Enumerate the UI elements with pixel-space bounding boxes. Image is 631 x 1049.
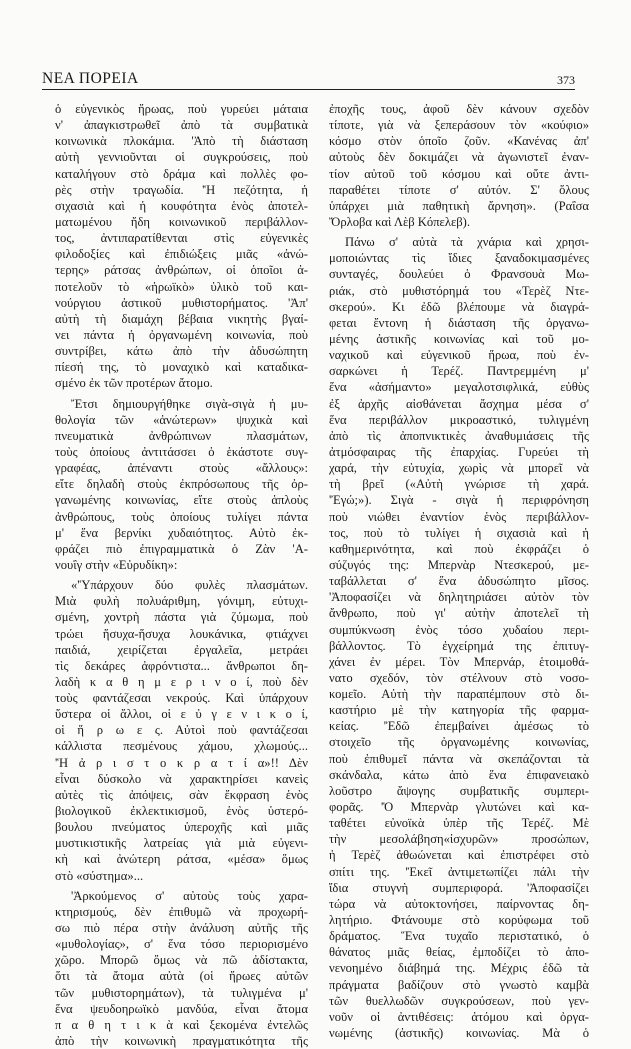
- text-line: ποὺ νιώθει ἐναντίον ἑνὸς περιβάλλον-: [329, 509, 589, 524]
- text-line: 'Ἀποφασίζει νὰ δηλητηριάσει αὐτὸν τὸν: [329, 590, 589, 605]
- text-line: σω πιὸ πέρα στὴν ἀνάλυση αὐτῆς τῆς: [55, 921, 308, 936]
- text-line: νωμένης (ἀστικῆς) κοινωνίας. Μὰ ὁ: [329, 1026, 589, 1041]
- text-line: στὸ «σύστημα»...: [55, 868, 144, 883]
- text-line: αὐτὲς τὶς ἀπόψεις, σὰν ἔκφραση ἑνὸς: [55, 787, 308, 802]
- running-header: [42, 68, 575, 88]
- paragraph: [55, 101, 308, 392]
- paragraph: [329, 234, 589, 1041]
- text-line: βιολογικοῦ ἐκλεκτικισμοῦ, ἑνὸς ὑστερό-: [55, 804, 308, 819]
- text-line: εἶναι δύσκολο νὰ χαρακτηρίσει κανεὶς: [55, 771, 308, 786]
- page-number: 373: [557, 73, 575, 87]
- text-line: θολογία τῶν «ἀνώτερων» ψυχικὰ καὶ: [55, 412, 308, 427]
- journal-title: ΝΕΑ ΠΟΡΕΙΑ: [42, 70, 139, 87]
- text-line: νούργιου ἀστικοῦ μυθιστορήματος. 'Ἀπ': [55, 295, 308, 310]
- text-line: λοῦστρο ἄψογης συμβατικῆς συμπερι-: [329, 783, 589, 798]
- text-line: σμένη, χοντρὴ πάστα γιὰ ζύμωμα, ποὺ: [55, 610, 308, 625]
- text-line: Μιὰ φυλὴ πολυάριθμη, γόνιμη, εὐτυχι-: [55, 594, 308, 609]
- text-line: φεται ἔντονη ἡ διάσταση τῆς ὀργανω-: [329, 315, 589, 330]
- text-line: ἐποχῆς τους, ἀφοῦ δὲν κάνουν σχεδὸν: [329, 102, 589, 116]
- text-line: κτηρισμούς, δὲν ἐπιθυμῶ νὰ προχωρή-: [55, 904, 308, 919]
- text-line: τῶν μυθιστορημάτων), τὰ τυλιγμένα μ': [55, 985, 308, 1000]
- text-line: ν' ἀπαγκιστρωθεῖ ἀπὸ τὰ συμβατικὰ: [55, 118, 308, 133]
- text-line: θάνατος μιᾶς θείας, ἐμποδίζει τὸ ἀπο-: [329, 945, 589, 960]
- text-line: ριάκ, στὸ μυθιστόρημά του «Τερὲζ Ντε-: [329, 283, 589, 298]
- text-line: βάλλοντος. Τὸ ἐγχείρημά της ἐπιτυγ-: [329, 638, 589, 653]
- text-line: συμπύκνωση ἑνὸς τόσο χυδαίου περι-: [329, 622, 589, 637]
- text-line: λαδὴ κ α θ η μ ε ρ ι ν ο ί, ποὺ δὲν: [55, 674, 308, 689]
- text-line: γραφέας, ἀπέναντι στοὺς «ἄλλους»:: [55, 461, 308, 476]
- text-line: γανωμένης κοινωνίας, εἴτε στοὺς ἁπλοὺς: [55, 493, 308, 508]
- text-line: κοινωνικὰ πλοκάμια. 'Ἀπὸ τὴ διάσταση: [55, 134, 308, 149]
- text-line: οἱ ἥ ρ ω ε ς. Αὐτοὶ ποὺ φαντάζεσαι: [55, 723, 308, 738]
- text-line: 'Ἡ ἀ ρ ι σ τ ο κ ρ α τ ί α»!! Δὲν: [55, 755, 308, 770]
- text-line: κάλλιστα πεσμένους χάμου, χλωμούς...: [55, 739, 308, 754]
- text-line: νενοημένο διάβημά της. Μέχρις ἐδῶ τὰ: [329, 961, 589, 976]
- text-line: τερης» ράτσας ἀνθρώπων, οἱ ὁποῖοι ἀ-: [55, 263, 308, 278]
- text-line: εἴτε δηλαδὴ στοὺς ἐκπρόσωπους τῆς ὀρ-: [55, 477, 308, 492]
- header-rule: [42, 89, 575, 90]
- text-line: «μυθολογίας», σ' ἕνα τόσο περιορισμένο: [55, 937, 308, 952]
- text-line: ἕνα ψευδοηρωϊκὸ μανδύα, εἶναι ἄτομα: [55, 1001, 308, 1016]
- text-line: ματωμένου ἤδη κοινωνικοῦ περιβάλλον-: [55, 214, 308, 229]
- text-line: συνταγές, δουλεύει ὁ Φρανσουὰ Μω-: [329, 267, 589, 282]
- text-line: σμένο ἐκ τῶν προτέρων ἄτομο.: [55, 376, 213, 391]
- text-line: νατο σχεδόν, τὸν στέλνουν στὸ νοσο-: [329, 670, 589, 685]
- text-line: στοιχεῖο τῆς ὀργανωμένης κοινωνίας,: [329, 735, 589, 750]
- text-line: ἡ Τερὲζ ἀθωώνεται καὶ ἐπιστρέφει στὸ: [329, 848, 589, 863]
- text-line: παραθέτει τίποτε σ' αὐτόν. Σ' ὅλους: [329, 182, 589, 197]
- text-line: ποτελοῦν τὸ «ἡρωϊκὸ» ὑλικὸ τοῦ και-: [55, 279, 308, 294]
- text-line: τὶς δεκάρες ἀφρόντιστα... ἄνθρωποι δη-: [55, 658, 308, 673]
- text-line: κομεῖο. Αὐτὴ τὴν παραπέμπουν στὸ δι-: [329, 687, 589, 702]
- text-line: χάνει ἐν μέρει. Τὸν Μπερνάρ, ἑτοιμοθά-: [329, 654, 589, 669]
- text-line: μένης ἀστικῆς κοινωνίας καὶ τοῦ μο-: [329, 331, 589, 346]
- text-line: αὐτοὺς δὲν δοκιμάζει νὰ ἀγωνιστεῖ ἐναν-: [329, 150, 589, 165]
- text-line: πνευματικὰ ἀνθρώπινων πλασμάτων,: [55, 428, 308, 443]
- text-line: τίποτε, γιὰ νὰ ξεπεράσουν τὸν «κούφιο»: [329, 118, 589, 133]
- text-line: ἄνθρωπο, ποὺ γι' αὐτὴν ἀποτελεῖ τὴ: [329, 606, 589, 621]
- text-line: σαρκώνει ἡ Τερέζ. Παντρεμμένη μ': [329, 364, 589, 379]
- left-column: [55, 101, 308, 1049]
- text-line: τὴ βρεῖ («Αὐτὴ γνώρισε τὴ χαρά.: [329, 477, 589, 492]
- text-line: σπίτι της. 'Ἐκεῖ ἀντιμετωπίζει πάλι τὴν: [329, 864, 589, 879]
- text-line: ἕνα περιβάλλον μικροαστικό, τυλιγμένη: [329, 412, 589, 427]
- text-line: ἀτμόσφαιρας τῆς ἐπαρχίας. Γυρεύει τὴ: [329, 444, 589, 459]
- text-line: ναχικοῦ καὶ εὐγενικοῦ ἥρωα, ποὺ ἐν-: [329, 348, 589, 363]
- text-line: νουΐγ στὴν «Εὐρυδίκη»:: [55, 557, 178, 572]
- text-line: «'Ὑπάρχουν δύο φυλὲς πλασμάτων.: [71, 578, 308, 593]
- text-line: ἀπὸ τὴν κοινωνικὴ πραγματικότητα τῆς: [55, 1034, 308, 1049]
- text-line: ἐξ ἀρχῆς αἰσθάνεται ἄσχημα μέσα σ': [329, 396, 589, 411]
- text-line: τοὺς φαντάζεσαι νεκρούς. Καὶ ὑπάρχουν: [55, 691, 308, 706]
- text-line: Πάνω σ' αὐτὰ τὰ χνάρια καὶ χρησι-: [345, 235, 589, 250]
- text-line: πίεσή της, τὸ μοναχικὸ καὶ καταδικα-: [55, 360, 308, 375]
- paragraph: [55, 396, 308, 574]
- text-line: ἴδια στυγνὴ συμπεριφορά. 'Ἀποφασίζει: [329, 880, 589, 895]
- text-line: αὐτὴ γεννιοῦνται οἱ συγκρούσεις, ποὺ: [55, 150, 308, 165]
- text-line: κόσμο στὸν ὁποῖο ζοῦν. «Κανένας ἀπ': [329, 134, 589, 149]
- text-line: παιδιά, χειρίζεται ἐργαλεῖα, μετράει: [55, 642, 308, 657]
- text-line: κὴ καὶ ἀνώτερη ράτσα, «μέσα» ὅμως: [55, 852, 308, 867]
- text-line: αὐτὴ τὴ διαμάχη βέβαια νικητὴς βγαί-: [55, 311, 308, 326]
- paragraph: [55, 577, 308, 884]
- text-line: τος, ποὺ τὸ τυλίγει ἡ σιχασιὰ καὶ ἡ: [329, 525, 589, 540]
- text-line: ὑπάρχει μιὰ παθητικὴ ἄρνηση». (Ραΐσα: [329, 198, 589, 213]
- text-line: ὕστερα οἱ ἄλλοι, οἱ ε ὐ γ ε ν ι κ ο ί,: [55, 707, 308, 722]
- text-line: σκάνδαλα, κάτω ἀπὸ ἕνα ἐπιφανειακὸ: [329, 767, 589, 782]
- text-line: καταλήγουν στὸ δράμα καὶ πολλὲς φο-: [55, 166, 308, 181]
- right-column: [329, 101, 589, 1041]
- text-line: τίον αὐτοῦ τοῦ κόσμου καὶ οὔτε ἀντι-: [329, 166, 589, 181]
- text-line: ἀνθρώπους, τοὺς ὁποίους τυλίγει πάντα: [55, 509, 308, 524]
- text-line: ἕνα «ἀσήμαντο» μεγαλοτσιφλικά, εὐθὺς: [329, 380, 589, 395]
- text-line: ὅτι τὰ ἄτομα αὐτὰ (οἱ ἥρωες αὐτῶν: [55, 969, 308, 984]
- text-line: π α θ η τ ι κ ὰ καὶ ξεκομένα ἐντελῶς: [55, 1017, 308, 1032]
- text-line: Ὄρλοβα καὶ Λὲβ Κόπελεβ).: [329, 214, 470, 229]
- text-line: ἀπὸ τὶς ἀποπνικτικὲς ἀναθυμιάσεις τῆς: [329, 428, 589, 443]
- text-line: τὴν μεσολάβηση«ἰσχυρῶν» προσώπων,: [329, 832, 589, 847]
- text-line: καθημερινότητα, καὶ ποὺ ἐκφράζει ὁ: [329, 541, 589, 556]
- text-line: μ' ἕνα βερνίκι χυδαιότητος. Αὐτὸ ἐκ-: [55, 525, 308, 540]
- text-line: τος, ἀντιπαρατίθενται στὶς εὐγενικὲς: [55, 231, 308, 246]
- text-line: ποὺ ἐπιθυμεῖ πάντα νὰ σκεπάζονται τὰ: [329, 751, 589, 766]
- text-line: ὁ εὐγενικὸς ἥρωας, ποὺ γυρεύει μάταια: [55, 102, 308, 116]
- text-line: δράματος. Ἕνα τυχαῖο περιστατικό, ὁ: [329, 929, 589, 944]
- text-line: μοποιώντας τὶς ἴδιες ξαναδοκιμασμένες: [329, 251, 589, 266]
- text-line: νει πάντα ἡ ὀργανωμένη κοινωνία, ποὺ: [55, 327, 308, 342]
- text-line: τῶν θυελλωδῶν συγκρούσεων, ποὺ γεν-: [329, 993, 589, 1008]
- paragraph: [329, 101, 589, 230]
- text-line: λητήριο. Φτάνουμε στὸ κορύφωμα τοῦ: [329, 913, 589, 928]
- text-line: 'Ἐγώ;»). Σιγὰ - σιγὰ ἡ περιφρόνηση: [329, 493, 589, 508]
- text-line: Ἔτσι δημιουργήθηκε σιγὰ-σιγὰ ἡ μυ-: [71, 396, 308, 411]
- text-line: ταθέτει εὐνοϊκὰ ὑπὲρ τῆς Τερέζ. Μὲ: [329, 816, 589, 831]
- text-line: μυστικιστικῆς λατρείας γιὰ μιὰ εὐγενι-: [55, 836, 308, 851]
- text-line: φορᾶς. 'Ὁ Μπερνὰρ γλυτώνει καὶ κα-: [329, 800, 589, 815]
- text-line: φράζει πιὸ ἐπιγραμματικὰ ὁ Ζὰν 'Α-: [55, 541, 308, 556]
- text-line: κείας. 'Ἐδῶ ἐπεμβαίνει ἀμέσως τὸ: [329, 719, 589, 734]
- text-line: τρώει ἥσυχα-ἥσυχα λουκάνικα, φτιάχνει: [55, 626, 308, 641]
- text-line: τοὺς ὁποίους ἀντιτάσσει ὁ ἑκάστοτε συγ-: [55, 444, 308, 459]
- text-line: βουλου πνεύματος ὑπεροχῆς καὶ μιᾶς: [55, 820, 308, 835]
- text-line: 'Ἀρκούμενος σ' αὐτοὺς τοὺς χαρα-: [71, 888, 308, 903]
- text-line: σύζυγός της: Μπερνὰρ Ντεσκερού, με-: [329, 557, 589, 572]
- text-line: σκερού». Κι ἐδῶ βλέπουμε νὰ διαγρά-: [329, 299, 589, 314]
- text-line: τώρα νὰ αὐτοκτονήσει, παίρνοντας δη-: [329, 896, 589, 911]
- text-line: φιλοδοξίες καὶ ἐπιδιώξεις μιᾶς «ἀνώ-: [55, 247, 308, 262]
- text-line: σιχασιὰ καὶ ἡ κουφότητα ἑνὸς ἀποτελ-: [55, 198, 308, 213]
- text-line: ταβάλλεται σ' ἕνα ἀδυσώπητο μῖσος.: [329, 574, 589, 589]
- text-line: χῶρο. Μπορῶ ὅμως νὰ πῶ ἀδίστακτα,: [55, 953, 308, 968]
- text-line: χαρά, τὴν εὐτυχία, χωρὶς νὰ μπορεῖ νὰ: [329, 461, 589, 476]
- text-line: συντρίβει, κάτω ἀπὸ τὴν ἀδυσώπητη: [55, 344, 308, 359]
- text-line: ρὲς στὴν τραγωδία. 'Ἡ πεζότητα, ἡ: [55, 182, 308, 197]
- text-line: νοῦν οἱ ἀντιθέσεις: ἀτόμου καὶ ὀργα-: [329, 1009, 589, 1024]
- paragraph: [55, 888, 308, 1049]
- text-line: πράγματα βαδίζουν στὸ γνωστὸ καμβὰ: [329, 977, 589, 992]
- text-line: καστήριο μὲ τὴν κατηγορία τῆς φαρμα-: [329, 703, 589, 718]
